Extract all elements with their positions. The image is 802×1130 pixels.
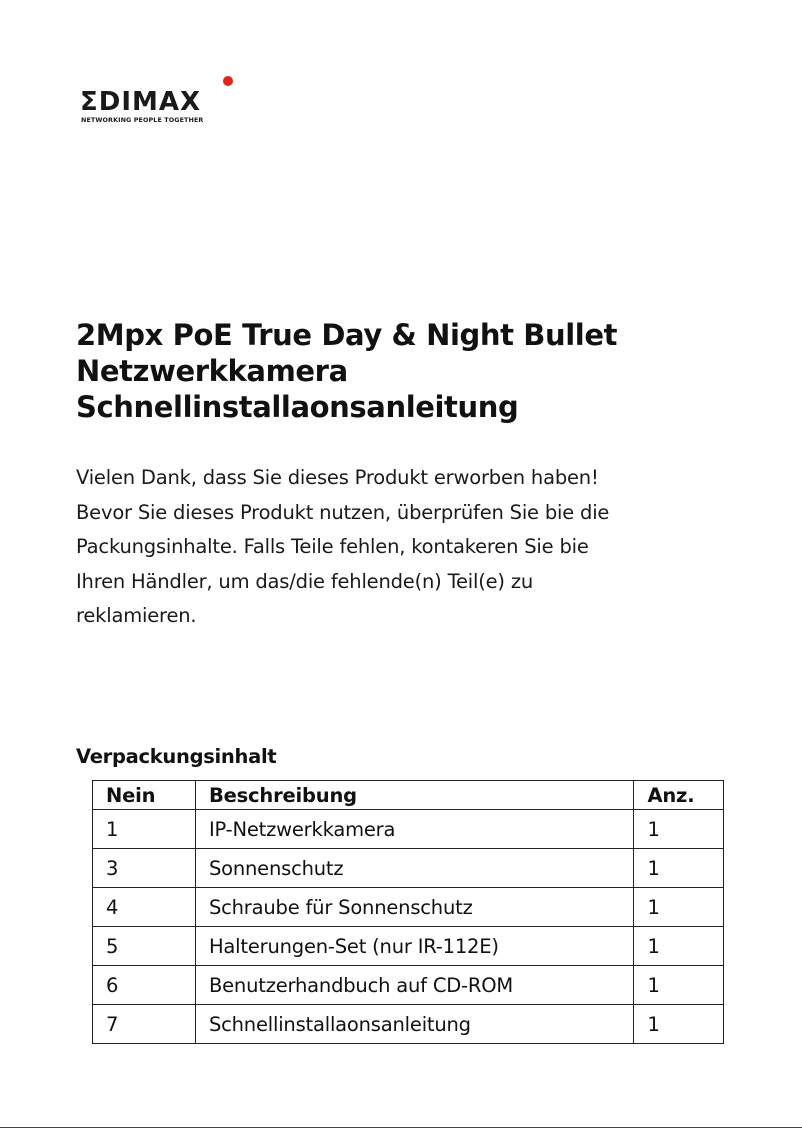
package-contents-heading: Verpackungsinhalt — [76, 745, 277, 768]
cell-description: Sonnenschutz — [195, 849, 634, 888]
intro-line-5: reklamieren. — [76, 604, 197, 627]
table-row — [93, 888, 724, 927]
cell-description: Schraube für Sonnenschutz — [195, 888, 634, 927]
title-line-3: Schnellinstallaonsanleitung — [76, 390, 519, 424]
title-line-2: Netzwerkkamera — [76, 354, 348, 388]
cell-no: 1 — [93, 810, 196, 849]
cell-no: 5 — [93, 927, 196, 966]
intro-line-1: Vielen Dank, dass Sie dieses Produkt erworben haben! — [76, 466, 599, 489]
document-title — [76, 317, 756, 425]
cell-qty: 1 — [634, 888, 724, 927]
cell-no: 3 — [93, 849, 196, 888]
cell-description: Schnellinstallaonsanleitung — [195, 1005, 634, 1044]
table-row — [93, 927, 724, 966]
header-qty: Anz. — [634, 781, 724, 810]
title-line-1: 2Mpx PoE True Day & Night Bullet — [76, 318, 618, 352]
header-description: Beschreibung — [195, 781, 634, 810]
cell-no: 6 — [93, 966, 196, 1005]
logo-tagline: NETWORKING PEOPLE TOGETHER — [81, 116, 204, 124]
intro-line-2: Bevor Sie dieses Produkt nutzen, überprüfen Sie bie die — [76, 500, 610, 524]
cell-no: 4 — [93, 888, 196, 927]
intro-line-3: Packungsinhalte. Falls Teile fehlen, kontakeren Sie bie — [76, 535, 589, 558]
cell-description: Halterungen-Set (nur IR-112E) — [195, 927, 634, 966]
table-row — [93, 849, 724, 888]
table-header-row — [93, 781, 724, 810]
intro-line-4: Ihren Händler, um das/die fehlende(n) Teil(e) zu — [76, 569, 534, 593]
intro-paragraph — [76, 461, 756, 634]
table-row — [93, 1005, 724, 1044]
cell-qty: 1 — [634, 927, 724, 966]
logo-red-dot-icon — [223, 76, 233, 86]
cell-qty: 1 — [634, 1005, 724, 1044]
cell-qty: 1 — [634, 966, 724, 1005]
cell-description: Benutzerhandbuch auf CD-ROM — [195, 966, 634, 1005]
table-row — [93, 810, 724, 849]
cell-no: 7 — [93, 1005, 196, 1044]
cell-qty: 1 — [634, 810, 724, 849]
cell-qty: 1 — [634, 849, 724, 888]
logo-wordmark: ΣDIMAX — [80, 87, 202, 117]
header-no: Nein — [93, 781, 196, 810]
page-bottom-divider — [0, 1127, 802, 1128]
cell-description: IP-Netzwerkkamera — [195, 810, 634, 849]
package-contents-table — [92, 780, 724, 1044]
table-row — [93, 966, 724, 1005]
edimax-logo — [80, 76, 244, 126]
